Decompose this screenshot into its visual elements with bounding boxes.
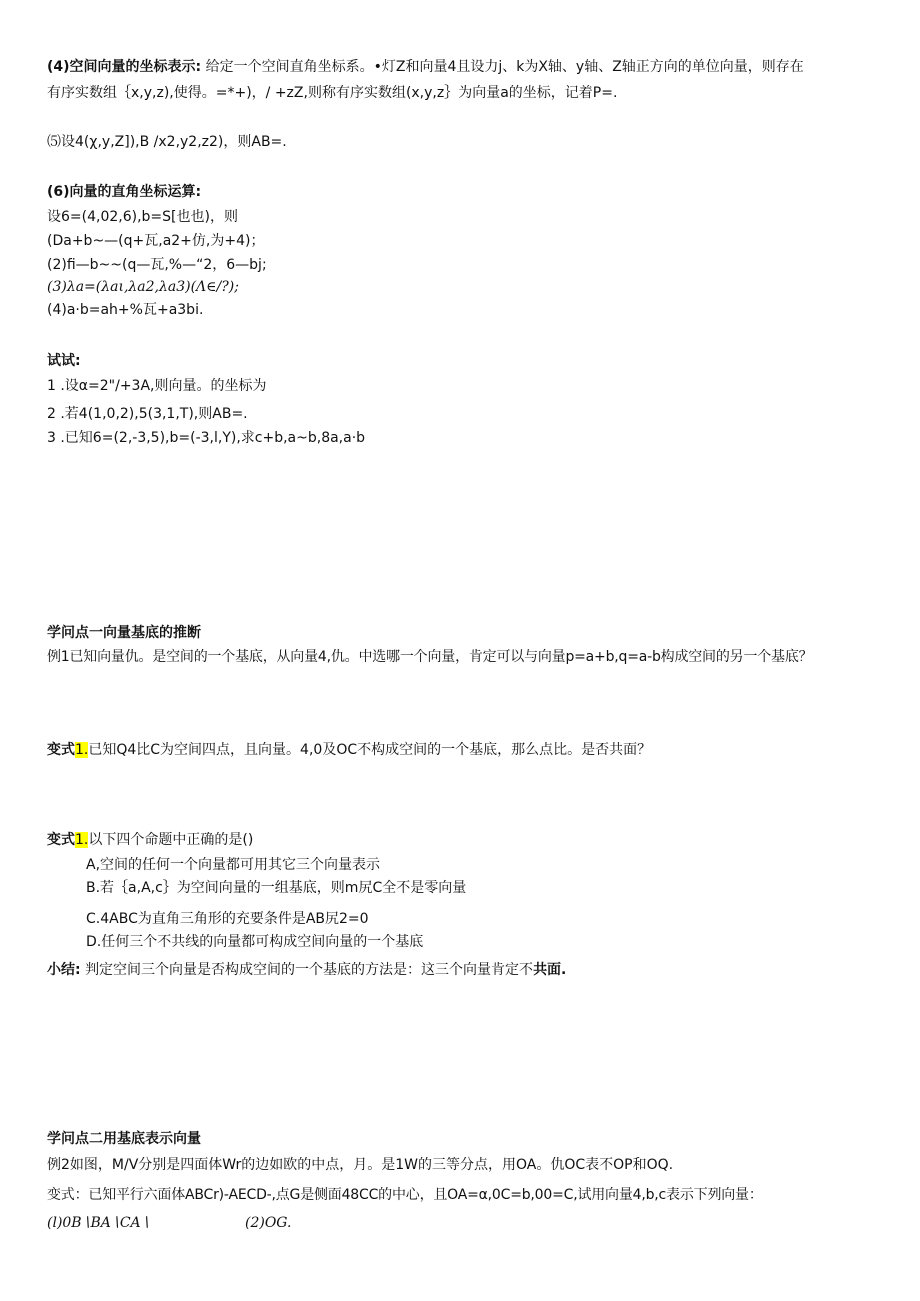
variant1-highlight-mark: 1.: [75, 742, 89, 758]
variant2-option-b: B.若｛a,A,c｝为空间向量的一组基底，则m尻C全不是零向量: [86, 880, 467, 896]
exercise-item-1: 1 .设α=2"/+3A,则向量。的坐标为: [47, 378, 267, 394]
variant1-label: 变式: [47, 742, 75, 758]
variant2-highlight-mark: 1.: [75, 832, 89, 848]
variant1-line: [47, 741, 651, 759]
variant2-line: [47, 831, 253, 849]
point2-example: 例2如图，M/V分别是四面体Wr的边如欧的中点，月。是1W的三等分点，用OA。仇OC表不OP和OQ.: [47, 1157, 674, 1173]
variant2-label: 变式: [47, 832, 75, 848]
section6-line-3: (2)fi—b~~(q—瓦,%—“2，6—bj;: [47, 257, 267, 273]
point2-sub-1: (l)0B∖BA∖CA∖: [47, 1215, 150, 1231]
section6-line-5: (4)a·b=ah+%瓦+a3bi.: [47, 302, 204, 318]
point2-variant: 变式：已知平行六面体ABCr)-AECD-,点G是侧面48CC的中心，且OA=α,0C=b,00=C,试用向量4,b,c表示下列向量：: [47, 1187, 763, 1203]
exercise-heading: 试试:: [47, 353, 81, 369]
point1-heading: 学问点一向量基底的推断: [47, 625, 201, 641]
variant2-option-a: A,空间的任何一个向量都可用其它三个向量表示: [86, 857, 381, 873]
variant2-text: 以下四个命题中正确的是(): [88, 832, 254, 848]
point2-sub-2: (2)OG.: [245, 1215, 292, 1231]
section6-line-1: 设6=(4,02,6),b=S[也也)，则: [47, 209, 238, 225]
section4-heading: (4)空间向量的坐标表示:: [47, 59, 202, 75]
variant1-text: 已知Q4比C为空间四点，且向量。4,0及OC不构成空间的一个基底，那么点比。是否共面？: [88, 742, 652, 758]
point2-heading: 学问点二用基底表示向量: [47, 1131, 201, 1147]
section4-text: 给定一个空间直角坐标系。•灯Z和向量4且设力j、k为X轴、y轴、Z轴正方向的单位向量，则存在: [205, 59, 804, 75]
section4-line2: 有序实数组｛x,y,z),使得。=*+)，/ +zZ,则称有序实数组(x,y,z｝为向量a的坐标，记着P=.: [47, 85, 618, 101]
variant2-option-d: D.任何三个不共线的向量都可构成空间向量的一个基底: [86, 934, 424, 950]
point1-example: 例1已知向量仇。是空间的一个基底，从向量4,仇。中选哪一个向量，肯定可以与向量p=a+b,q=a-b构成空间的另一个基底？: [47, 649, 813, 665]
section6-line-2: (Da+b~—(q+瓦,a2+仿,为+4)；: [47, 233, 265, 249]
section6-line-4: (3)λa=(λaι,λa2,λa3)(Λ∈/?);: [47, 279, 239, 295]
exercise-item-3: 3 .已知6=(2,-3,5),b=(-3,l,Y),求c+b,a~b,8a,a·b: [47, 430, 366, 446]
summary-emphasis: 共面.: [533, 962, 567, 978]
section6-heading: (6)向量的直角坐标运算:: [47, 184, 202, 200]
exercise-item-2: 2 .若4(1,0,2),5(3,1,T),则AB=.: [47, 406, 248, 422]
summary-line: [47, 961, 566, 979]
summary-text: 判定空间三个向量是否构成空间的一个基底的方法是：这三个向量肯定不: [85, 962, 534, 978]
section4-line1: [47, 58, 804, 76]
summary-label: 小结:: [47, 962, 81, 978]
variant2-option-c: C.4ABC为直角三角形的充要条件是AB尻2=0: [86, 911, 369, 927]
section5-line: ⑸设4(χ,y,Z]),B /x2,y2,z2)，则AB=.: [47, 134, 287, 150]
